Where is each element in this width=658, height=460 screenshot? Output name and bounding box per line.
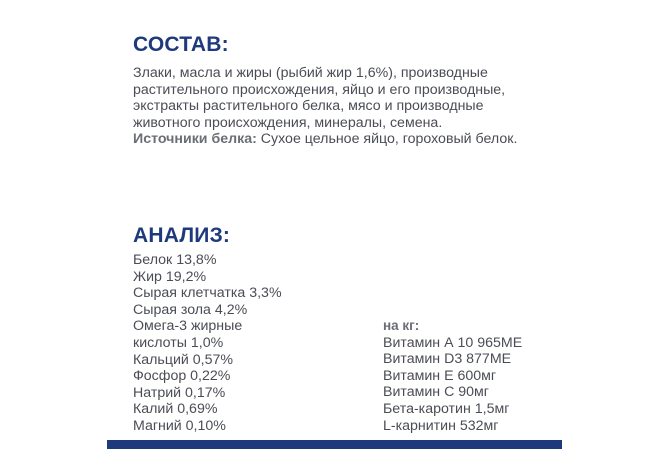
footer-divider-bar [107,440,562,449]
composition-text [133,65,573,148]
nutrient-item: Кальций 0,57% [133,351,233,368]
vitamin-item: Витамин А 10 965МЕ [383,334,523,351]
analysis-vitamins-list [383,318,522,434]
nutrient-item: Омега-3 жирные [133,318,243,335]
nutrient-item: Магний 0,10% [133,417,226,434]
analysis-heading: АНАЛИЗ: [133,224,231,247]
protein-sources-line [133,131,573,148]
composition-line: растительного происхождения, яйцо и его производные, [133,81,506,98]
composition-heading: СОСТАВ: [133,33,229,56]
nutrient-item: Белок 13,8% [133,252,217,268]
composition-line: Злаки, масла и жиры (рыбий жир 1,6%), производные [133,65,488,81]
protein-sources-label: Источники белка: [133,131,257,147]
per-kg-label: на кг: [383,318,420,333]
protein-sources-value: Сухое цельное яйцо, гороховый белок. [256,131,518,147]
vitamin-item: L-карнитин 532мг [383,417,499,434]
vitamin-item: Витамин Е 600мг [383,367,497,384]
nutrient-item: Фосфор 0,22% [133,368,231,385]
vitamin-item: Витамин D3 877МЕ [383,351,512,368]
analysis-nutrients-list [133,252,282,435]
composition-line: экстракты растительного белка, мясо и производные [133,98,484,114]
nutrient-item: Сырая клетчатка 3,3% [133,285,282,302]
nutrient-item: Сырая зола 4,2% [133,301,248,318]
nutrient-item: кислоты 1,0% [133,334,224,351]
vitamin-item: Витамин С 90мг [383,384,489,401]
nutrient-item: Жир 19,2% [133,268,207,285]
nutrient-item: Натрий 0,17% [133,384,226,401]
nutrient-item: Калий 0,69% [133,401,218,418]
vitamin-item: Бета-каротин 1,5мг [383,400,510,417]
composition-line: животного происхождения, минералы, семена. [133,114,443,131]
